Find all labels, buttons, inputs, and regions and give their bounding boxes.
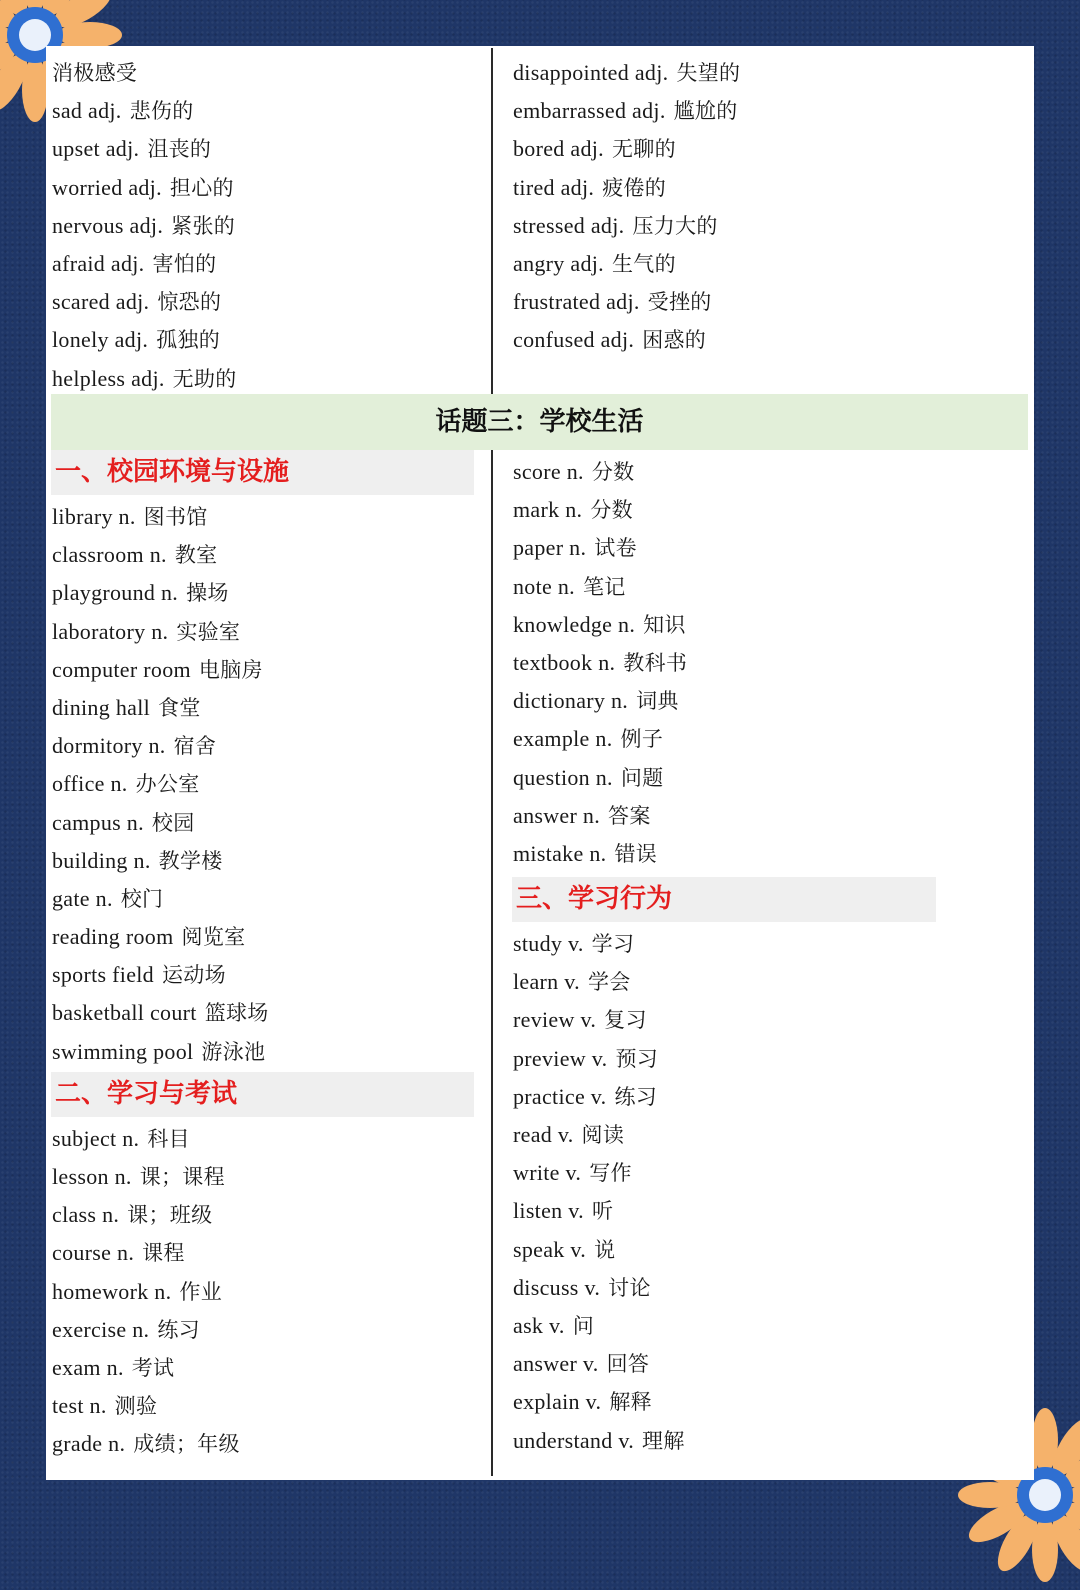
emotion-right-entry [513,207,740,245]
entry-english: grade n. [52,1431,126,1457]
emotion-left-entry [52,92,237,130]
entry-english: gate n. [52,885,113,911]
entry-chinese: 压力大的 [632,213,718,238]
entry-english: confused adj. [513,327,635,353]
entry-english: read v. [513,1122,574,1147]
entry-chinese: 教科书 [623,650,688,675]
emotion-left-column [52,54,237,398]
entry-chinese: 例子 [620,727,664,752]
entry-english: building n. [52,847,151,873]
entry-chinese: 办公室 [135,772,200,797]
study-exam-right-entry [513,759,936,797]
entry-english: swimming pool [52,1038,194,1064]
entry-chinese: 失望的 [676,61,741,85]
entry-chinese: 听 [591,1199,614,1224]
topic-title: 话题三：学校生活 [51,394,1028,450]
entry-chinese: 课；课程 [139,1165,225,1189]
entry-chinese: 电脑房 [198,657,263,682]
entry-chinese: 担心的 [169,175,234,200]
campus-entry [52,880,474,918]
entry-chinese: 考试 [131,1355,175,1380]
entry-chinese: 疲倦的 [602,175,667,200]
entry-english: knowledge n. [513,611,636,637]
entry-chinese: 知识 [643,612,686,637]
emotion-right-entry [513,283,740,321]
entry-chinese: 受挫的 [647,290,712,315]
entry-chinese: 宿舍 [173,734,217,759]
entry-english: frustrated adj. [513,289,640,315]
entry-english: mistake n. [513,840,607,866]
emotion-right-entry [513,169,740,207]
entry-english: stressed adj. [513,212,625,238]
emotion-left-entry [52,245,237,283]
emotion-left-entry [52,360,237,398]
entry-english: test n. [52,1393,107,1419]
campus-entry [52,613,474,651]
entry-english: homework n. [52,1278,172,1304]
entry-english: answer n. [513,802,601,828]
entry-english: office n. [52,771,128,797]
entry-english: exercise n. [52,1316,150,1342]
entry-english: embarrassed adj. [513,98,666,124]
entry-english: class n. [52,1202,120,1228]
campus-entry [52,1033,474,1071]
study-exam-entry [52,1349,474,1387]
entry-english: classroom n. [52,542,167,568]
entry-chinese: 孤独的 [156,328,221,353]
entry-english: sad adj. [52,98,122,124]
study-action-entry [513,1231,936,1269]
entry-chinese: 无助的 [172,366,237,391]
entry-chinese: 困惑的 [642,328,707,353]
study-action-entry [513,963,936,1001]
column-divider-bottom [491,450,493,1476]
study-exam-entry [52,1311,474,1349]
entry-chinese: 运动场 [161,963,226,988]
entry-english: mark n. [513,497,583,523]
entry-chinese: 害怕的 [152,251,217,276]
entry-english: practice v. [513,1083,607,1109]
emotion-left-entry [52,283,237,321]
study-exam-right-entry [513,606,936,644]
entry-english: tired adj. [513,174,595,200]
campus-entry [52,536,474,574]
campus-entry [52,804,474,842]
entry-english: exam n. [52,1354,124,1380]
entry-chinese: 课；班级 [127,1203,213,1228]
emotion-left-entry [52,321,237,359]
emotion-left-entry [52,207,237,245]
entry-english: discuss v. [513,1274,601,1300]
entry-english: helpless adj. [52,365,165,391]
entry-chinese: 校门 [120,886,164,911]
entry-english: explain v. [513,1389,602,1415]
entry-chinese: 学会 [587,970,631,995]
entry-chinese: 阅读 [581,1123,625,1147]
entry-english: lonely adj. [52,327,149,353]
entry-chinese: 学习 [591,932,635,957]
entry-chinese: 理解 [642,1428,685,1453]
campus-entry [52,727,474,765]
entry-chinese: 写作 [589,1161,632,1186]
entry-chinese: 沮丧的 [147,137,212,162]
study-action-entry [513,1154,936,1192]
study-action-entry [513,1116,936,1154]
entry-english: afraid adj. [52,250,145,276]
entry-english: note n. [513,573,575,599]
study-action-entry [513,1040,936,1078]
entry-english: lesson n. [52,1164,132,1189]
study-exam-right-entry [513,720,936,758]
entry-chinese: 讨论 [608,1275,651,1300]
study-exam-right-entry [513,797,936,835]
entry-english: angry adj. [513,250,604,276]
entry-english: bored adj. [513,136,604,162]
campus-entry [52,956,474,994]
campus-entry [52,574,474,612]
study-exam-right-entry [513,682,936,720]
entry-chinese: 错误 [614,841,658,866]
study-action-entry [513,1001,936,1039]
entry-english: sports field [52,962,154,988]
entry-chinese: 练习 [157,1317,200,1342]
entry-english: campus n. [52,809,144,835]
emotion-right-entry [513,321,740,359]
study-action-entry [513,1345,936,1383]
campus-entry [52,842,474,880]
entry-english: learn v. [513,969,580,995]
entry-chinese: 试卷 [594,536,637,561]
entry-english: disappointed adj. [513,60,669,85]
entry-english: laboratory n. [52,618,169,644]
study-exam-entry [52,1273,474,1311]
entry-english: write v. [513,1160,582,1186]
entry-english: question n. [513,764,613,790]
entry-chinese: 悲伤的 [129,99,194,124]
entry-chinese: 食堂 [158,695,201,720]
entry-english: textbook n. [513,649,616,675]
entry-chinese: 操场 [186,581,229,606]
study-exam-right-entry [513,835,936,873]
entry-english: basketball court [52,1000,197,1026]
entry-english: score n. [513,459,584,484]
emotion-left-entry [52,169,237,207]
entry-chinese: 分数 [591,460,635,484]
entry-chinese: 预习 [615,1046,659,1071]
entry-chinese: 解释 [609,1390,652,1415]
campus-entry [52,651,474,689]
entry-english: example n. [513,726,613,752]
emotion-left-entry [52,130,237,168]
entry-chinese: 笔记 [582,574,626,599]
entry-english: listen v. [513,1198,584,1224]
entry-chinese: 尴尬的 [673,99,738,124]
entry-chinese: 测验 [114,1394,158,1419]
entry-chinese: 答案 [608,803,651,828]
entry-english: dormitory n. [52,733,166,759]
entry-english: playground n. [52,580,179,606]
emotion-right-entry [513,54,740,92]
vocabulary-sheet [46,46,1034,1480]
entry-chinese: 阅览室 [181,925,246,950]
entry-chinese: 回答 [606,1352,650,1377]
entry-english: upset adj. [52,136,140,162]
study-exam-entry [52,1196,474,1234]
entry-chinese: 校园 [151,810,195,835]
section-heading-campus: 一、校园环境与设施 [51,450,474,495]
study-exam-right-entry [513,491,936,529]
entry-english: worried adj. [52,174,162,200]
entry-chinese: 图书馆 [143,505,208,529]
entry-english: library n. [52,504,136,529]
study-action-entry [513,1307,936,1345]
emotion-right-entry [513,245,740,283]
study-exam-right-entry [513,453,936,491]
entry-chinese: 问 [572,1313,595,1338]
entry-chinese: 问题 [620,765,664,790]
entry-chinese: 教学楼 [158,848,223,873]
entry-chinese: 游泳池 [201,1039,266,1064]
column-divider-top [491,48,493,394]
study-exam-right-entry [513,529,936,567]
entry-chinese: 作业 [179,1279,223,1304]
entry-english: subject n. [52,1125,140,1151]
study-exam-right-entry [513,644,936,682]
entry-chinese: 课程 [142,1241,185,1266]
study-action-entry [513,925,936,963]
entry-english: scared adj. [52,289,150,315]
study-action-entry [513,1192,936,1230]
study-exam-entry [52,1387,474,1425]
entry-chinese: 生气的 [611,251,676,276]
entry-english: review v. [513,1007,597,1033]
emotion-right-entry [513,92,740,130]
campus-entry [52,918,474,956]
entry-english: answer v. [513,1351,599,1377]
entry-chinese: 科目 [147,1126,190,1151]
study-exam-entry [52,1425,474,1463]
study-action-entry [513,1078,936,1116]
entry-english: paper n. [513,535,587,561]
entry-chinese: 成绩；年级 [133,1432,240,1457]
entry-english: nervous adj. [52,212,164,238]
emotion-left-heading: 消极感受 [52,61,138,85]
school-right-column [512,453,936,1460]
entry-english: computer room [52,656,191,682]
entry-english: course n. [52,1240,135,1266]
entry-chinese: 说 [594,1237,616,1262]
section-heading-study-exams: 二、学习与考试 [51,1072,474,1117]
entry-english: study v. [513,931,584,957]
entry-english: speak v. [513,1236,587,1262]
entry-english: reading room [52,924,174,950]
study-action-entry [513,1383,936,1421]
entry-english: understand v. [513,1427,635,1453]
study-action-entry [513,1422,936,1460]
entry-english: ask v. [513,1312,565,1338]
school-left-column [51,450,474,1464]
section-heading-study-actions: 三、学习行为 [512,877,936,922]
emotion-right-column [513,54,740,360]
campus-entry [52,994,474,1032]
study-exam-entry [52,1120,474,1158]
campus-entry [52,765,474,803]
entry-english: preview v. [513,1045,608,1071]
campus-entry [52,498,474,536]
entry-chinese: 分数 [590,498,633,523]
entry-chinese: 紧张的 [171,213,236,238]
entry-chinese: 实验室 [176,619,241,644]
entry-chinese: 练习 [614,1084,658,1109]
campus-entry [52,689,474,727]
entry-chinese: 词典 [636,689,679,714]
entry-english: dictionary n. [513,688,629,714]
entry-chinese: 复习 [604,1008,647,1033]
emotion-right-entry [513,130,740,168]
entry-chinese: 篮球场 [204,1001,269,1026]
study-exam-entry [52,1158,474,1196]
entry-chinese: 无聊的 [611,137,676,162]
entry-english: dining hall [52,694,151,720]
entry-chinese: 惊恐的 [157,290,222,315]
entry-chinese: 教室 [174,543,218,568]
study-action-entry [513,1269,936,1307]
study-exam-entry [52,1234,474,1272]
study-exam-right-entry [513,568,936,606]
